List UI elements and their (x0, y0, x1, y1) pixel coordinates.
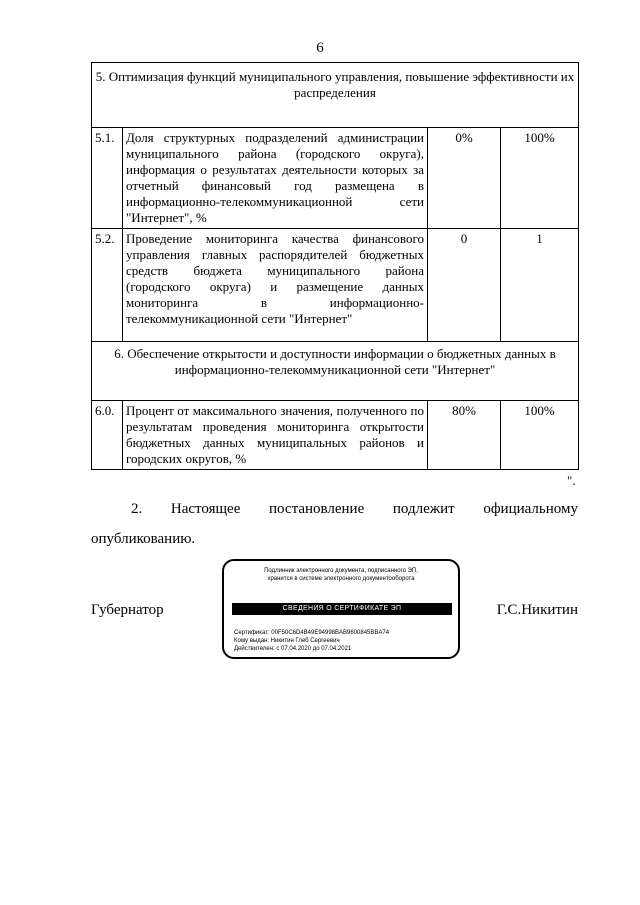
stamp-certificate: Сертификат: 00F50C6D4B49E94998BAB9600845BBA74 (234, 630, 390, 636)
page-number: 6 (316, 40, 324, 56)
stamp-header (224, 567, 458, 583)
row-baseline-value: 0% (428, 128, 501, 229)
row-baseline-value: 80% (428, 401, 501, 470)
row-indicator-text: Проведение мониторинга качества финансового управления главных распорядителей бюджетных средств бюджета муниципального района (городского округа) и размещение данных мониторинга в информационно-телекоммуникационной сети "Интернет" (123, 229, 428, 342)
stamp-issued-to: Кому выдан: Никитин Глеб Сергеевич (234, 638, 340, 644)
signatory-position: Губернатор (91, 602, 164, 618)
publication-paragraph: 2. Настоящее постановление подлежит официальному опубликованию. (91, 501, 578, 547)
stamp-details (234, 629, 389, 653)
row-indicator-text: Доля структурных подразделений администрации муниципального района (городского округа), информация о результатах деятельности которых за отчетный финансовый год размещена в информационно-телекоммуникационной сети "Интернет", % (123, 128, 428, 229)
stamp-header-line-2: хранится в системе электронного документооборота (267, 576, 415, 582)
row-number: 6.0. (92, 401, 123, 470)
row-number: 5.2. (92, 229, 123, 342)
section-6-title: 6. Обеспечение открытости и доступности информации о бюджетных данных в информационно-телекоммуникационной сети "Интернет" (92, 342, 579, 401)
table-row (92, 229, 579, 342)
section-5-title: 5. Оптимизация функций муниципального управления, повышение эффективности их распределения (92, 63, 579, 128)
table-row (92, 128, 579, 229)
row-number: 5.1. (92, 128, 123, 229)
stamp-title-bar: СВЕДЕНИЯ О СЕРТИФИКАТЕ ЭП (232, 603, 452, 615)
row-target-value: 100% (501, 401, 579, 470)
row-target-value: 100% (501, 128, 579, 229)
stamp-header-line-1: Подлинник электронного документа, подписанного ЭП, (264, 568, 418, 574)
table-row (92, 401, 579, 470)
electronic-signature-stamp (222, 559, 460, 659)
row-target-value: 1 (501, 229, 579, 342)
row-indicator-text: Процент от максимального значения, полученного по результатам проведения мониторинга открытости бюджетных данных муниципальных районов и городских округов, % (123, 401, 428, 470)
indicators-table (91, 62, 579, 470)
stamp-validity: Действителен: с 07.04.2020 до 07.04.2021 (234, 646, 352, 652)
signatory-name: Г.С.Никитин (496, 602, 578, 618)
row-baseline-value: 0 (428, 229, 501, 342)
closing-quote: ". (567, 473, 576, 488)
